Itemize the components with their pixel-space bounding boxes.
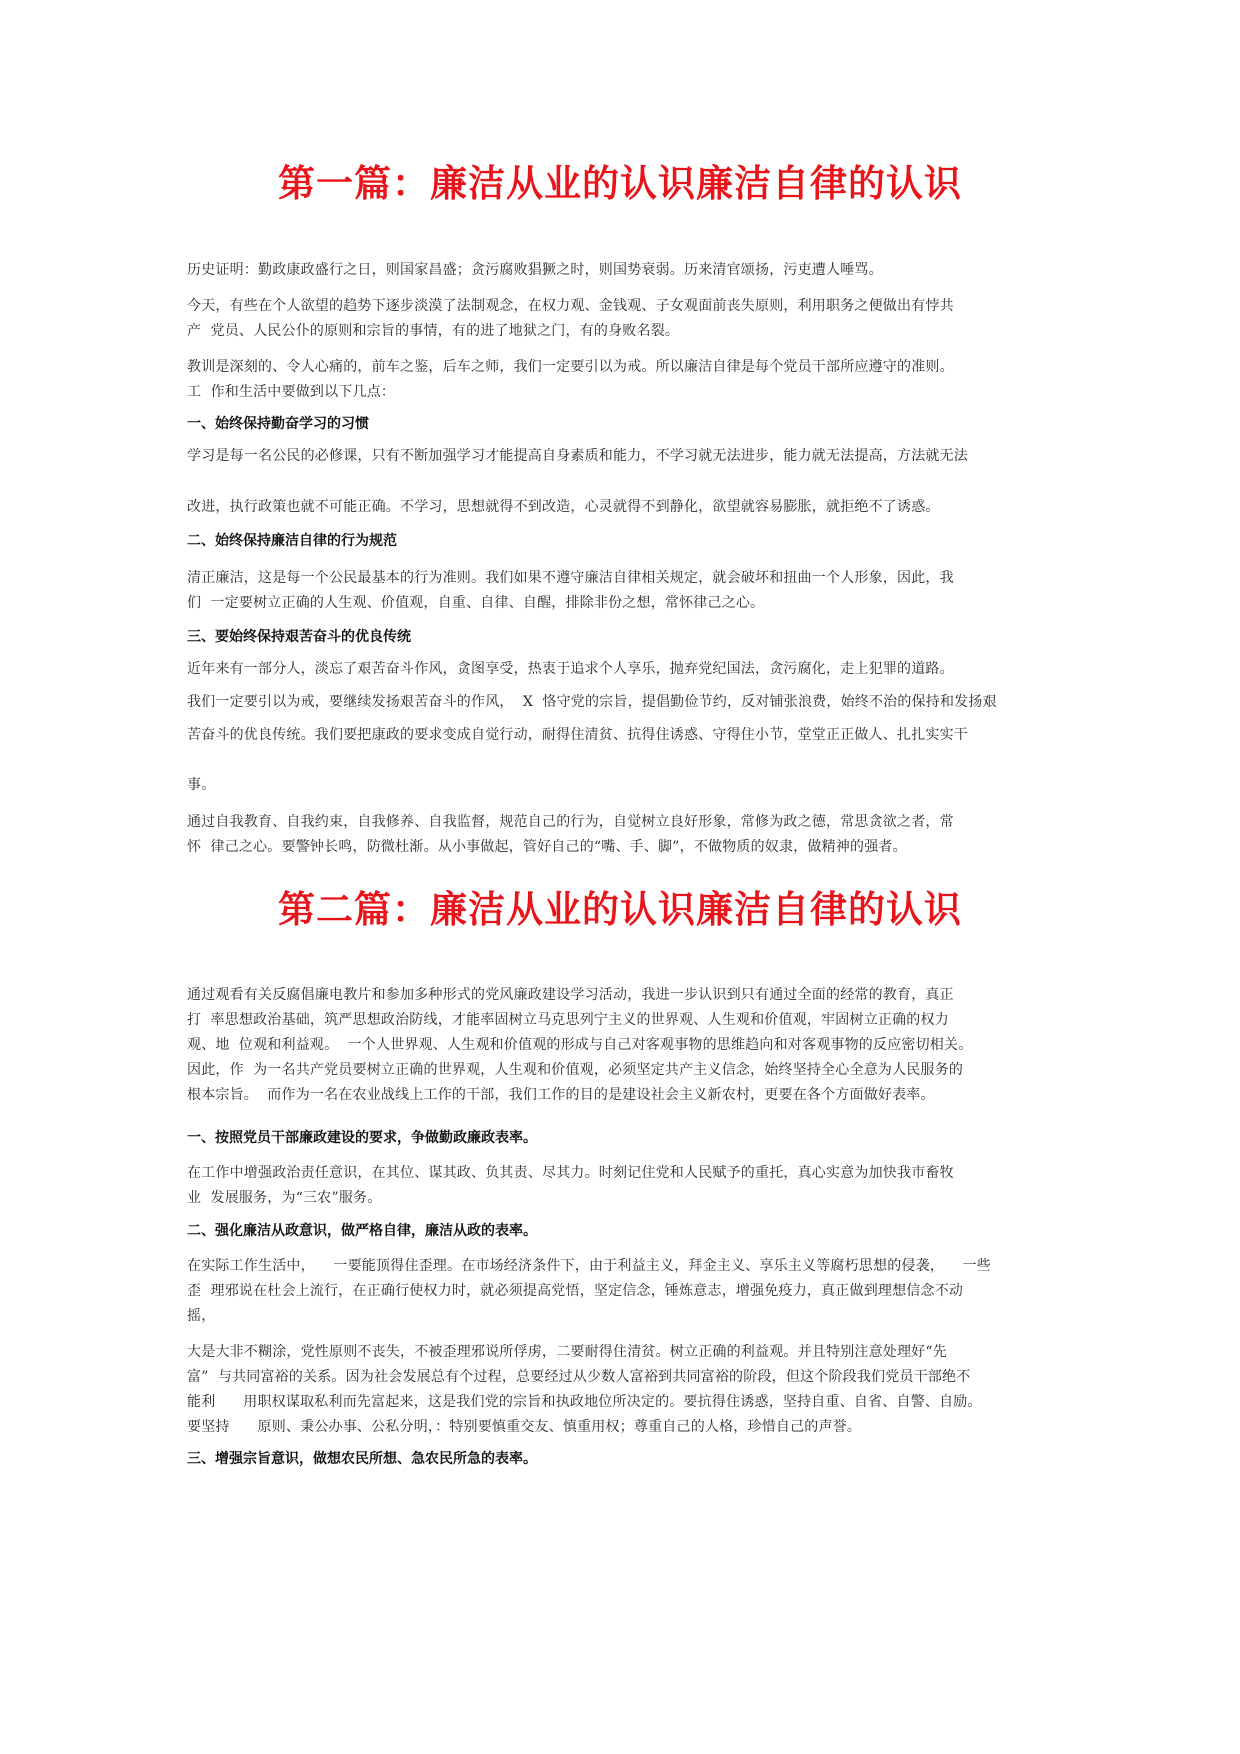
section-heading: 三、增强宗旨意识，做想农民所想、急农民所急的表率。 [187, 1451, 537, 1467]
text-line: 近年来有一部分人，淡忘了艰苦奋斗作风，贪图享受，热衷于追求个人享乐，抛弃党纪国法，贪污腐化，走上犯罪的道路。 [187, 661, 954, 677]
text-line: 大是大非不糊涂，党性原则不丧失，不被歪理邪说所俘虏，二要耐得住清贫。树立正确的利益观。并且特别注意处理好“先 [187, 1344, 947, 1360]
text-line: 学习是每一名公民的必修课，只有不断加强学习才能提高自身素质和能力，不学习就无法进步，能力就无法提高，方法就无法 [187, 448, 968, 464]
text-line: 工 作和生活中要做到以下几点： [187, 384, 396, 400]
text-line: 能利 用职权谋取私利而先富起来，这是我们党的宗旨和执政地位所决定的。要抗得住诱惑，坚持自重、自省、自警、自励。 [187, 1394, 982, 1410]
article1-heading-1 [187, 413, 1067, 435]
text-line: 通过观看有关反腐倡廉电教片和参加多种形式的党风廉政建设学习活动，我进一步认识到只有通过全面的经常的教育，真正 [187, 987, 954, 1003]
text-line: 根本宗旨。 而作为一名在农业战线上工作的干部，我们工作的目的是建设社会主义新农村，更要在各个方面做好表率。 [187, 1087, 935, 1103]
text-line: 教训是深刻的、令人心痛的，前车之鉴，后车之师，我们一定要引以为戒。所以廉洁自律是每个党员干部所应遵守的准则。 [187, 359, 954, 375]
article2-paragraph-1 [187, 983, 1067, 1108]
text-line: 在工作中增强政治责任意识，在其位、谋其政、负其责、尽其力。时刻记住党和人民赋予的重托，真心实意为加快我市畜牧 [187, 1165, 954, 1181]
text-line: 摇， [187, 1308, 216, 1324]
text-line: 业 发展服务，为“三农”服务。 [187, 1190, 382, 1206]
section-heading: 一、按照党员干部廉政建设的要求，争做勤政廉政表率。 [187, 1130, 537, 1146]
text-line: 改进，执行政策也就不可能正确。不学习，思想就得不到改造，心灵就得不到静化，欲望就容易膨胀，就拒绝不了诱惑。 [187, 499, 940, 515]
article1-heading-3 [187, 626, 1067, 648]
article1-paragraph-5 [187, 566, 1067, 616]
article1-paragraph-2 [187, 294, 1067, 344]
text-line: 打 率思想政治基础，筑严思想政治防线，才能率固树立马克思列宁主义的世界观、人生观和价值观，牢固树立正确的权力 [187, 1012, 949, 1028]
article1-paragraph-1 [187, 258, 1067, 283]
text-line: 历史证明：勤政康政盛行之日，则国家昌盛；贪污腐败猖獗之时，则国势衰弱。历来清官颂扬，污吏遭人唾骂。 [187, 262, 883, 278]
text-line: 通过自我教育、自我约束，自我修养、自我监督，规范自己的行为，自觉树立良好形象，常修为政之德，常思贪欲之者，常 [187, 814, 954, 830]
text-line: 歪 理邪说在杜会上流行，在正确行使权力时，就必须提高党悟，坚定信念，锤炼意志，增强免疫力，真正做到理想信念不动 [187, 1283, 964, 1299]
section-heading: 二、强化廉洁从政意识，做严格自律，廉洁从政的表率。 [187, 1223, 537, 1239]
article1-paragraph-6 [187, 657, 1067, 682]
text-line: 因此，作 为一名共产党员要树立正确的世界观，人生观和价值观，必须坚定共产主义信念，始终坚持全心全意为人民服务的 [187, 1062, 964, 1078]
article1-paragraph-4 [187, 444, 1067, 469]
article1-heading-2 [187, 530, 1067, 552]
section-heading: 三、要始终保持艰苦奋斗的优良传统 [187, 629, 411, 645]
article1-paragraph-4-cont [187, 495, 1067, 520]
text-line: 怀 律己之心。要警钟长鸣，防微杜渐。从小事做起，管好自己的“嘴、手、脚”，不做物质的奴隶，做精神的强者。 [187, 839, 907, 855]
article2-paragraph-2 [187, 1161, 1067, 1211]
article2-heading-3 [187, 1448, 1067, 1470]
article2-heading-1 [187, 1127, 1067, 1149]
article2-paragraph-3 [187, 1254, 1067, 1329]
section-heading: 二、始终保持廉洁自律的行为规范 [187, 533, 397, 549]
text-line: 富” 与共同富裕的关系。因为社会发展总有个过程，总要经过从少数人富裕到共同富裕的阶段，但这个阶段我们党员干部绝不 [187, 1369, 971, 1385]
article1-paragraph-6-l3 [187, 723, 1067, 748]
article2-title: 第二篇：廉洁从业的认识廉洁自律的认识 [278, 887, 962, 931]
article1-title: 第一篇：廉洁从业的认识廉洁自律的认识 [278, 161, 962, 205]
article1-paragraph-6-l4 [187, 773, 1067, 798]
text-line: 今天，有些在个人欲望的趋势下逐步淡漠了法制观念，在权力观、金钱观、子女观面前丧失原则，利用职务之便做出有悖共 [187, 298, 954, 314]
article1-paragraph-3 [187, 355, 1067, 405]
text-line: 们 一定要树立正确的人生观、价值观，自重、自律、自醒，排除非份之想，常怀律己之心。 [187, 595, 765, 611]
text-line: 我们一定要引以为戒，要继续发扬艰苦奋斗的作风， X 恪守党的宗旨，提倡勤俭节约，反对铺张浪费，始终不治的保持和发扬艰 [187, 694, 997, 710]
text-line: 要坚持 原则、秉公办事、公私分明，：特别要慎重交友、慎重用权；尊重自己的人格，珍惜自己的声誉。 [187, 1419, 862, 1435]
section-heading: 一、始终保持勤奋学习的习惯 [187, 416, 369, 432]
text-line: 在实际工作生活中， 一要能顶得住歪理。在市场经济条件下，由于利益主义，拜金主义、享乐主义等腐朽思想的侵袭， 一些 [187, 1258, 991, 1274]
text-line: 观、地 位观和利益观。 一个人世界观、人生观和价值观的形成与自己对客观事物的思维趋向和对客观事物的反应密切相关。 [187, 1037, 973, 1053]
text-line: 产 党员、人民公仆的原则和宗旨的事情，有的进了地狱之门，有的身败名裂。 [187, 323, 680, 339]
text-line: 苦奋斗的优良传统。我们要把康政的要求变成自觉行动，耐得住清贫、抗得住诱惑、守得住小节，堂堂正正做人、扎扎实实干 [187, 727, 968, 743]
article2-heading-2 [187, 1220, 1067, 1242]
article1-paragraph-6-l2 [187, 690, 1067, 715]
article1-paragraph-7 [187, 810, 1067, 860]
text-line: 清正廉洁，这是每一个公民最基本的行为准则。我们如果不遵守廉洁自律相关规定，就会破坏和扭曲一个人形象，因此，我 [187, 570, 954, 586]
text-line: 事。 [187, 777, 216, 793]
article2-paragraph-4 [187, 1340, 1067, 1440]
